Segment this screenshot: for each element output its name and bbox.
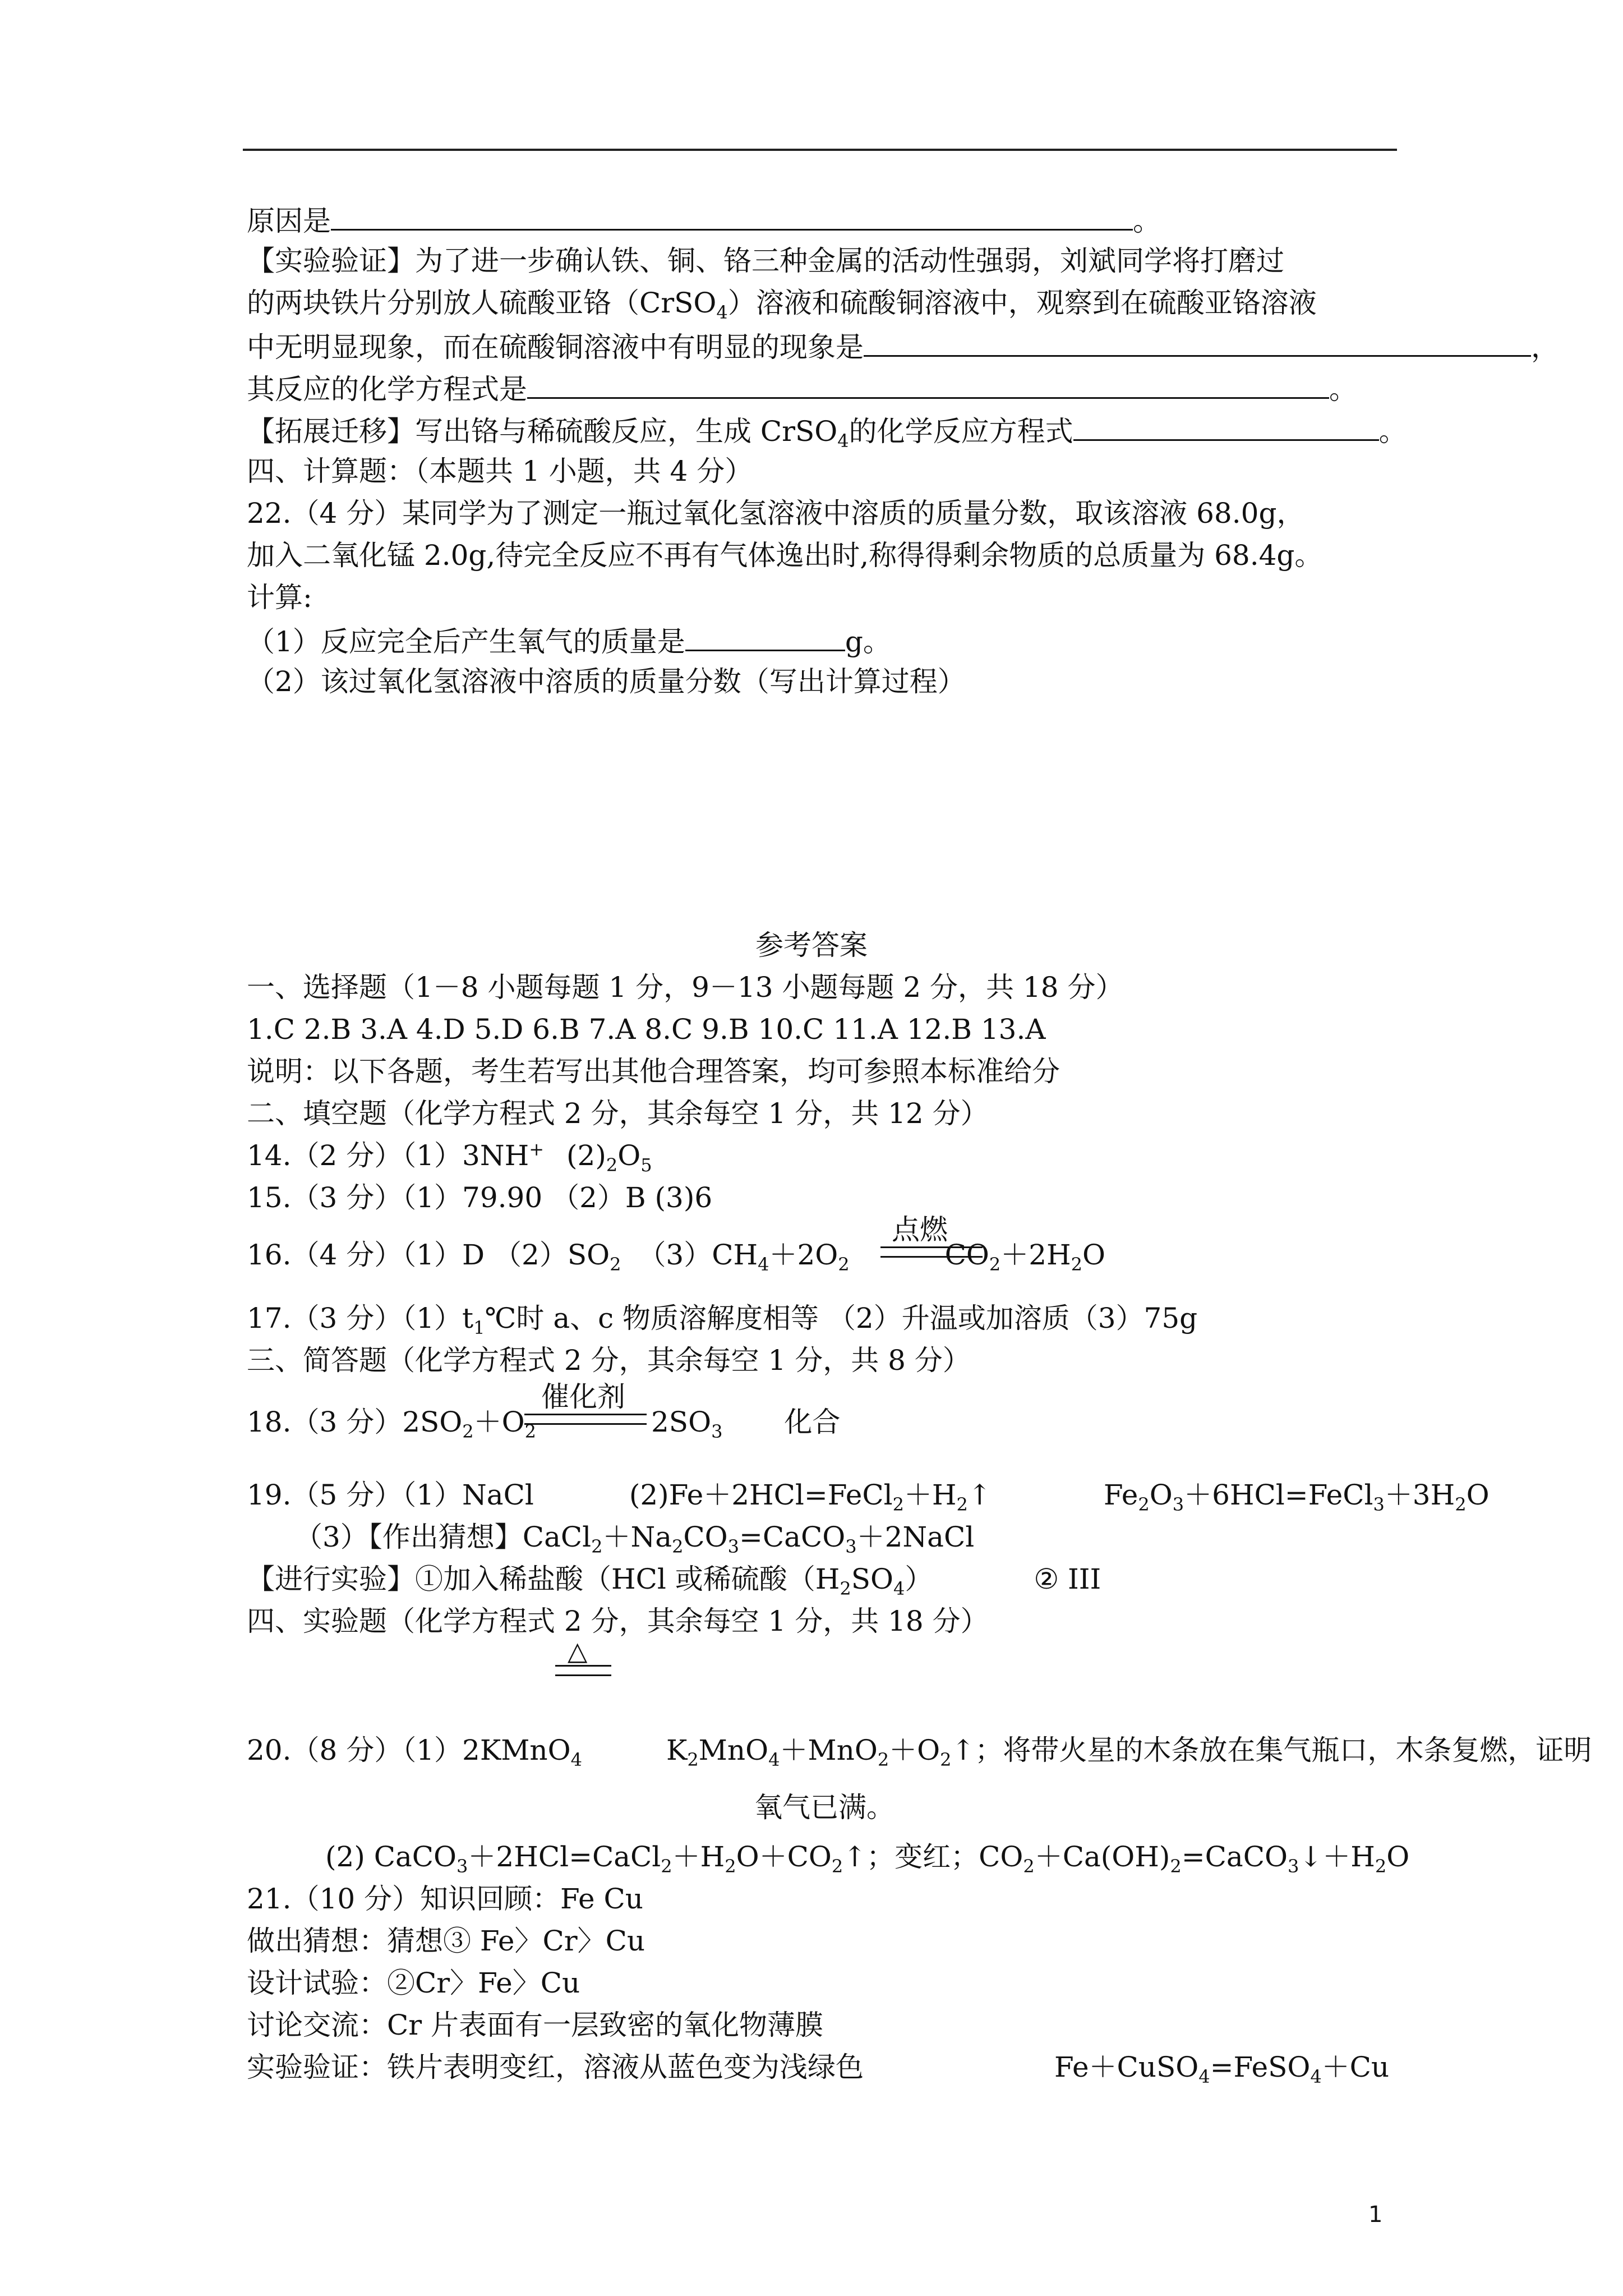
answer-15: 15.（3 分）（1）79.90 （2）B (3)6	[247, 1181, 713, 1214]
answer-21-design: 设计试验：②Cr〉Fe〉Cu	[247, 1967, 580, 1999]
answer-21: 21.（10 分）知识回顾：Fe Cu	[247, 1883, 643, 1915]
blank-reason	[331, 201, 1133, 231]
q22-line-2: 加入二氧化锰 2.0g,待完全反应不再有气体逸出时,称得得剩余物质的总质量为 68.4g。	[247, 539, 1323, 572]
q22-calc: 计算:	[247, 581, 312, 614]
experiment-line-3: 中无明显现象，而在硫酸铜溶液中有明显的现象是 ，	[247, 327, 1559, 365]
equation-double-line	[555, 1665, 611, 1676]
experiment-line-1: 【实验验证】为了进一步确认铁、铜、铬三种金属的活动性强弱，刘斌同学将打磨过	[247, 245, 1284, 277]
answer-section-1: 一、选择题（1－8 小题每题 1 分，9－13 小题每题 2 分，共 18 分）	[247, 971, 1124, 1004]
answer-19: 19.（5 分）（1）NaCl $(2)Fe+2HCl=FeCl_2+H_2↑$ $Fe_2O_3+6HCl=FeCl_3+3H_2O$	[247, 1479, 1490, 1515]
answer-18: 18.（3 分）$2SO_2+O_2$ $2SO_3$ 化合	[247, 1406, 841, 1442]
answer-section-4: 四、实验题（化学方程式 2 分，其余每空 1 分，共 18 分）	[247, 1605, 989, 1637]
blank-phenomenon	[864, 327, 1531, 357]
equation-line: 其反应的化学方程式是 。	[247, 369, 1357, 407]
answer-19-experiment: 【进行实验】①加入稀盐酸（HCl 或稀硫酸$(H_2SO_4)$ ② III	[247, 1563, 1101, 1599]
answer-20: 20.（8 分）（1）2KMnO$_4$ $K_2MnO_4+MnO_2+O_2↑$；将带火星的木条放在集气瓶口，木条复燃，证明	[247, 1734, 1592, 1770]
answer-17: 17.（3 分）$(1)t_1℃$时 a、c 物质溶解度相等 （2）升温或加溶质（3）75g	[247, 1302, 1198, 1338]
section-4-heading: 四、计算题：（本题共 1 小题，共 4 分）	[247, 455, 753, 487]
answer-20-2: (2) $CaCO_3+2HCl=CaCl_2+H_2O+CO_2↑$；变红；$CO_2+Ca(OH)_2=CaCO_3↓+H_2O$	[325, 1841, 1410, 1877]
header-rule	[243, 149, 1397, 151]
condition-catalyst: 催化剂	[541, 1381, 625, 1413]
answer-19-3: （3）【作出猜想】$CaCl_2+Na_2CO_3=CaCO_3+2NaCl$	[294, 1521, 975, 1557]
answer-16: 16.（4 分）（1）D $(2)SO_2$ $(3)CH_4+2O_2$ $CO_2+2H_2O$	[247, 1239, 1106, 1275]
answer-21-guess: 做出猜想：猜想③ Fe〉Cr〉Cu	[247, 1925, 645, 1957]
answer-section-2: 二、填空题（化学方程式 2 分，其余每空 1 分，共 12 分）	[247, 1097, 989, 1130]
blank-oxygen-mass	[685, 622, 845, 651]
answer-14: 14.（2 分）（1）3NH+ $(2)_2O_5$	[247, 1138, 652, 1176]
reason-line: 原因是 。	[247, 201, 1161, 239]
condition-ignite: 点燃	[892, 1213, 948, 1246]
condition-heat: △	[568, 1636, 588, 1666]
answer-section-3: 三、简答题（化学方程式 2 分，其余每空 1 分，共 8 分）	[247, 1344, 971, 1377]
answers-title: 参考答案	[755, 929, 868, 961]
page-number: 1	[1368, 2202, 1383, 2228]
answer-note: 说明：以下各题，考生若写出其他合理答案，均可参照本标准给分	[247, 1055, 1060, 1088]
answer-21-verify: 实验验证：铁片表明变红，溶液从蓝色变为浅绿色 Fe＋CuSO$_4$=FeSO$_4$＋Cu	[247, 2051, 1390, 2087]
blank-equation	[527, 369, 1329, 399]
answer-20-cont: 氧气已满。	[754, 1791, 895, 1824]
q22-part-2: （2）该过氧化氢溶液中溶质的质量分数（写出计算过程）	[247, 665, 966, 698]
blank-extension	[1073, 411, 1379, 441]
extension-line: 【拓展迁移】写出铬与稀硫酸反应，生成 CrSO$_4$的化学反应方程式 。	[247, 411, 1407, 449]
q22-line-1: 22.（4 分）某同学为了测定一瓶过氧化氢溶液中溶质的质量分数，取该溶液 68.0g，	[247, 497, 1305, 530]
answer-choices: 1.C 2.B 3.A 4.D 5.D 6.B 7.A 8.C 9.B 10.C 11.A 12.B 13.A	[247, 1013, 1046, 1046]
q22-part-1: （1）反应完全后产生氧气的质量是 g。	[247, 622, 891, 660]
answer-21-discussion: 讨论交流：Cr 片表面有一层致密的氧化物薄膜	[247, 2009, 824, 2041]
experiment-line-2: 的两块铁片分别放人硫酸亚铬（CrSO$_4$）溶液和硫酸铜溶液中，观察到在硫酸亚铬溶液	[247, 287, 1317, 323]
